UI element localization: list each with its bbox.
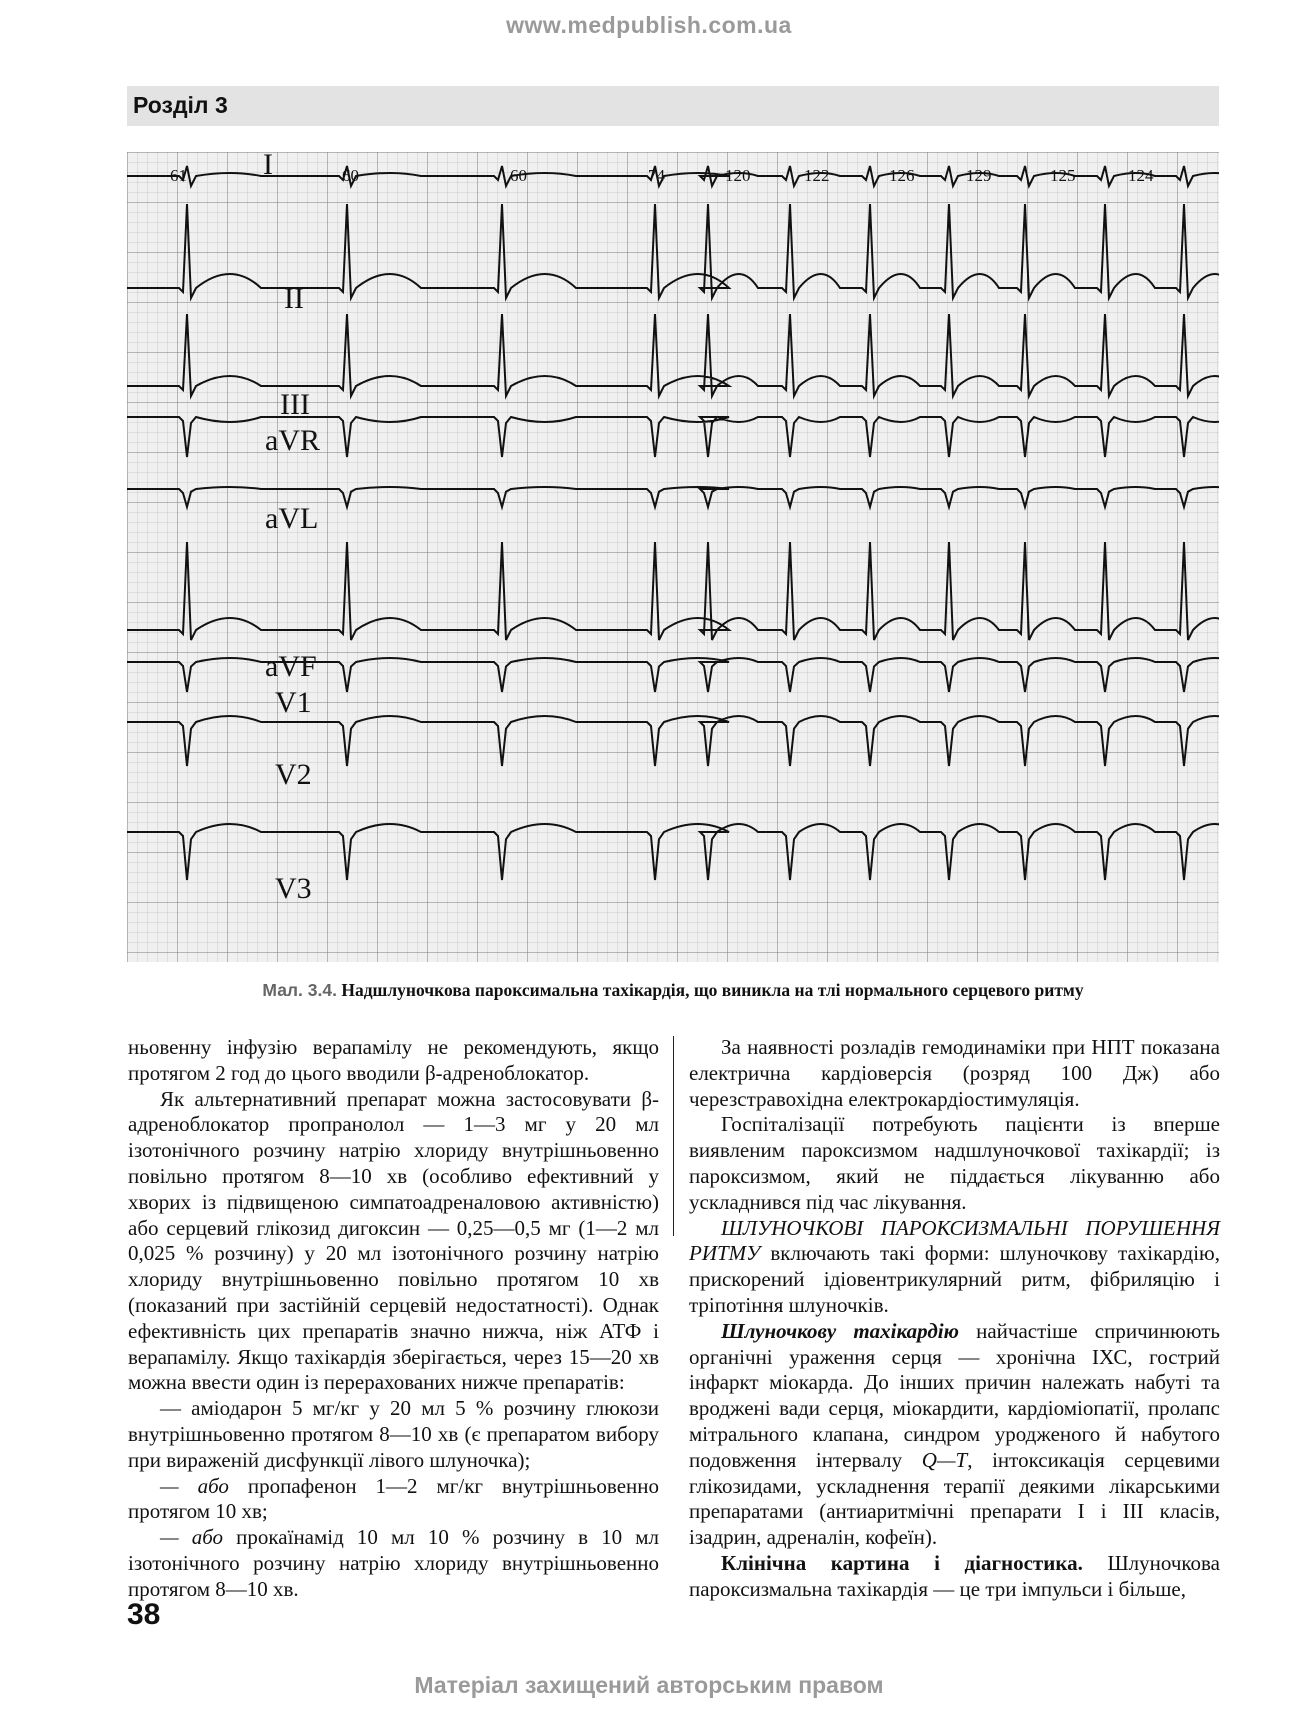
- text: найчастіше спричинюють органічні ураження серця — хронічна ІХС, гострий інфаркт міокарда. До інших причин належать набуті та вроджені вади серця, міокардити, кардіоміопатії, пролапс мітрального клапана, синдром уродженого й набутого подовження інтервалу: [689, 1318, 1220, 1472]
- paragraph: [689, 1319, 1220, 1551]
- lead-label-v2: V2: [275, 758, 312, 791]
- paragraph: За наявності розладів гемодинаміки при НПТ показана електрична кардіоверсія (розряд 100 Дж) або черезстравохідна електрокардіостимуляція.: [689, 1035, 1220, 1111]
- section-title: Розділ 3: [133, 92, 228, 118]
- interval-term: Q—T: [921, 1447, 968, 1472]
- rate-label: 125: [1050, 166, 1076, 185]
- paragraph: ньовенну інфузію верапамілу не рекомендують, якщо протягом 2 год до цього вводили β-адреноблокатор.: [128, 1035, 659, 1085]
- text: прокаїнамід 10 мл 10 % розчину в 10 мл ізотонічного розчину натрію хлориду внутрішньовенно протягом 8—10 хв.: [128, 1525, 659, 1601]
- rate-label: 60: [510, 166, 527, 185]
- copyright-footer: Матеріал захищений авторським правом: [414, 1672, 884, 1698]
- rate-label: 74: [648, 166, 665, 185]
- lead-label-avr: aVR: [265, 424, 320, 457]
- lead-label-iii: III: [280, 388, 310, 421]
- right-column: [689, 1035, 1220, 1603]
- list-item: [128, 1474, 659, 1526]
- list-item: [128, 1525, 659, 1602]
- paragraph: [689, 1216, 1220, 1319]
- section-header-bar: [127, 86, 1219, 126]
- left-column: [128, 1035, 659, 1603]
- rate-label: 120: [725, 166, 751, 185]
- lead-label-i: I: [263, 148, 273, 181]
- rate-label: 122: [804, 166, 830, 185]
- lead-label-avl: aVL: [265, 502, 319, 535]
- rate-label: 60: [342, 166, 359, 185]
- term: Шлуночкову тахікардію: [721, 1318, 959, 1343]
- text: , інтоксикація серцевими глікозидами, ускладнення терапії деякими лікарськими препаратами (антиаритмічні препарати I і III класів, ізадрин, адреналін, кофеїн).: [689, 1447, 1220, 1550]
- text: пропафенон 1—2 мг/кг внутрішньовенно протягом 10 хв;: [128, 1473, 659, 1524]
- emphasis: — або: [160, 1473, 229, 1498]
- paragraph: Госпіталізації потребують пацієнти із вперше виявленим пароксизмом надшлуночкової тахікардії; із пароксизмом, який не піддається лікуванню або ускладнився під час лікування.: [689, 1112, 1220, 1214]
- text: включають такі форми: шлуночкову тахікардію, прискорений ідіовентрикулярний ритм, фібриляцію і тріпотіння шлуночків.: [689, 1241, 1220, 1317]
- column-divider: [673, 1036, 674, 1236]
- lead-label-v1: V1: [275, 686, 312, 719]
- paragraph: [689, 1551, 1220, 1603]
- subheading: Клінічна картина і діагностика.: [721, 1550, 1083, 1575]
- heading-italic: ШЛУНОЧКОВІ ПАРОКСИЗМАЛЬНІ ПОРУШЕННЯ РИТМУ: [689, 1215, 1220, 1266]
- lead-label-v3: V3: [275, 872, 312, 905]
- emphasis: — або: [160, 1525, 224, 1550]
- page-number: 38: [127, 1598, 161, 1631]
- ecg-figure: [127, 152, 1219, 962]
- rate-label: 126: [889, 166, 915, 185]
- list-item: — аміодарон 5 мг/кг у 20 мл 5 % розчину глюкози внутрішньовенно протягом 8—10 хв (є препаратом вибору при вираженій дисфункції лівого шлуночка);: [128, 1396, 659, 1472]
- lead-label-avf: aVF: [265, 650, 317, 683]
- figure-caption: [127, 980, 1219, 1001]
- rate-label: 61: [170, 166, 187, 185]
- rate-label: 124: [1128, 166, 1154, 185]
- publisher-url: www.medpublish.com.ua: [506, 12, 792, 38]
- rate-label: 129: [966, 166, 992, 185]
- text: Шлуночкова пароксизмальна тахікардія — це три імпульси і більше,: [689, 1550, 1220, 1601]
- figure-caption-text: Надшлуночкова пароксимальна тахікардія, що виникла на тлі нормального серцевого ритму: [341, 980, 1084, 1000]
- paragraph: Як альтернативний препарат можна застосовувати β-адреноблокатор пропранолол — 1—3 мг у 20 мл ізотонічного розчину натрію хлориду внутрішньовенно повільно протягом 8—10 хв (особливо ефективний у хворих із підвищеною симпатоадреналовою активністю) або серцевий глікозид дигоксин — 0,25—0,5 мг (1—2 мл 0,025 % розчину) у 20 мл ізотонічного розчину натрію хлориду внутрішньовенно повільно протягом 10 хв (показаний при застійній серцевій недостатності). Однак ефективність цих препаратів значно нижча, ніж АТФ і верапамілу. Якщо тахікардія зберігається, через 15—20 хв можна ввести один із перерахованих нижче препаратів:: [128, 1086, 659, 1395]
- figure-label: Мал. 3.4.: [262, 980, 337, 1000]
- lead-label-ii: II: [284, 282, 304, 315]
